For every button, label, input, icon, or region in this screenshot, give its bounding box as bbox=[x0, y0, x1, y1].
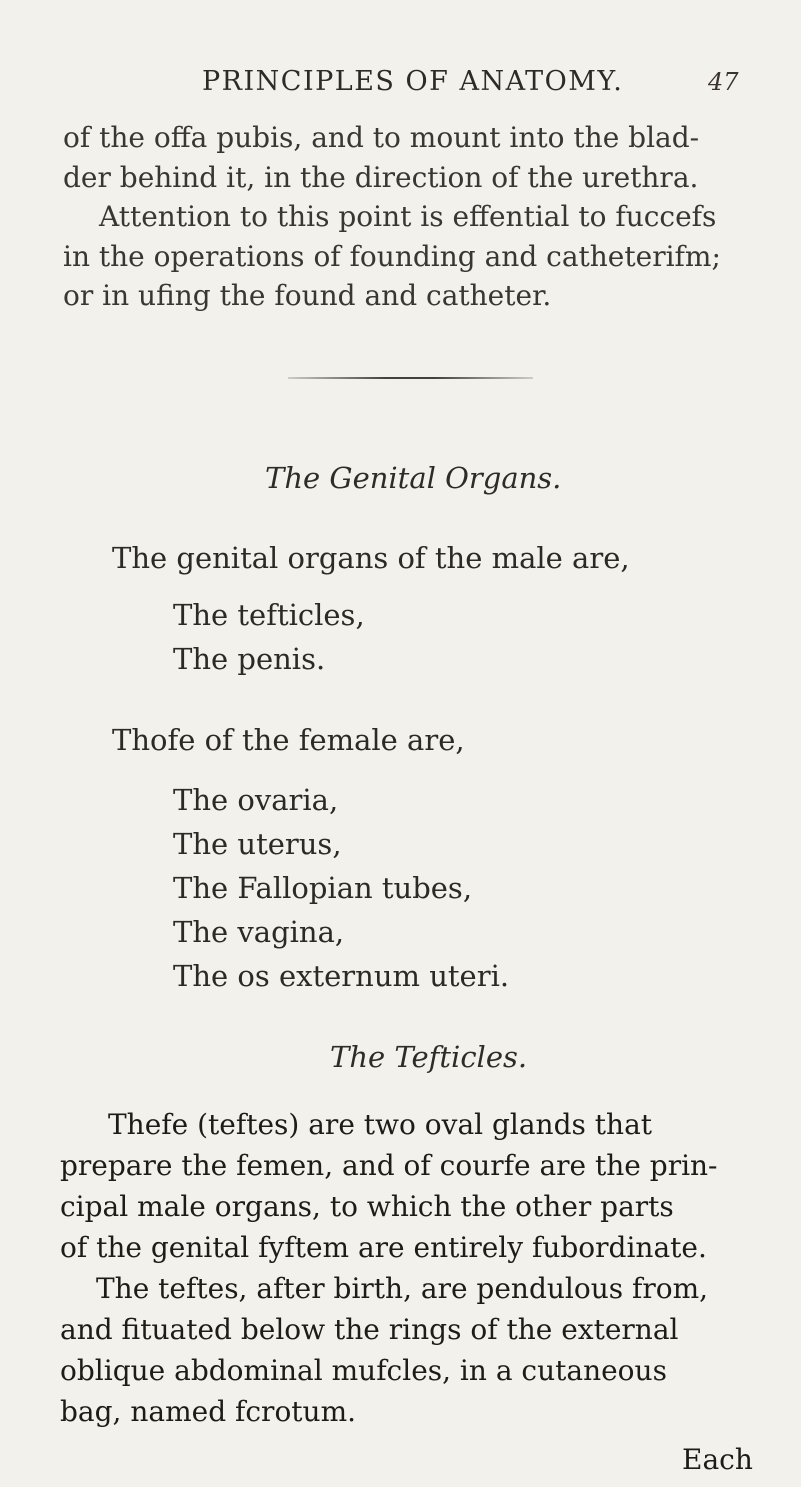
text-line: Thefe (teftes) are two oval glands that bbox=[108, 1108, 653, 1141]
list-item: The Fallopian tubes, bbox=[173, 871, 473, 905]
text-line: and fituated below the rings of the external bbox=[60, 1313, 679, 1346]
text-line: Attention to this point is effential to fuccefs bbox=[99, 200, 717, 233]
list-item: The vagina, bbox=[173, 915, 345, 949]
list-item: The penis. bbox=[173, 642, 326, 676]
text-line: of the genital fyftem are entirely fubordinate. bbox=[60, 1231, 707, 1264]
text-line: in the operations of founding and catheterifm; bbox=[63, 239, 721, 273]
intro-paragraph bbox=[63, 118, 721, 316]
text-line: oblique abdominal mufcles, in a cutaneous bbox=[60, 1354, 667, 1387]
running-head bbox=[0, 66, 801, 106]
list-item: The ovaria, bbox=[173, 783, 339, 817]
page-number: 47 bbox=[708, 68, 739, 96]
testicles-paragraph bbox=[60, 1104, 718, 1432]
list-item: The tefticles, bbox=[173, 598, 365, 632]
text-line: The teftes, after birth, are pendulous from, bbox=[96, 1272, 709, 1305]
heading-genital-organs: The Genital Organs. bbox=[265, 461, 562, 495]
heading-testicles: The Tefticles. bbox=[330, 1040, 528, 1074]
female-organs-intro: Thofe of the female are, bbox=[112, 723, 465, 757]
text-line: prepare the femen, and of courfe are the prin- bbox=[60, 1149, 718, 1182]
list-item: The os externum uteri. bbox=[173, 959, 510, 993]
text-line: der behind it, in the direction of the urethra. bbox=[63, 160, 699, 194]
text-line: cipal male organs, to which the other parts bbox=[60, 1190, 674, 1223]
male-organs-intro: The genital organs of the male are, bbox=[112, 541, 630, 575]
text-line: or in ufing the found and catheter. bbox=[63, 279, 552, 312]
text-line: bag, named fcrotum. bbox=[60, 1395, 357, 1428]
catchword: Each bbox=[682, 1443, 753, 1476]
list-item: The uterus, bbox=[173, 827, 342, 861]
text-line: of the offa pubis, and to mount into the blad- bbox=[63, 121, 700, 154]
section-divider bbox=[288, 377, 533, 379]
running-head-title: PRINCIPLES OF ANATOMY. bbox=[202, 66, 624, 97]
